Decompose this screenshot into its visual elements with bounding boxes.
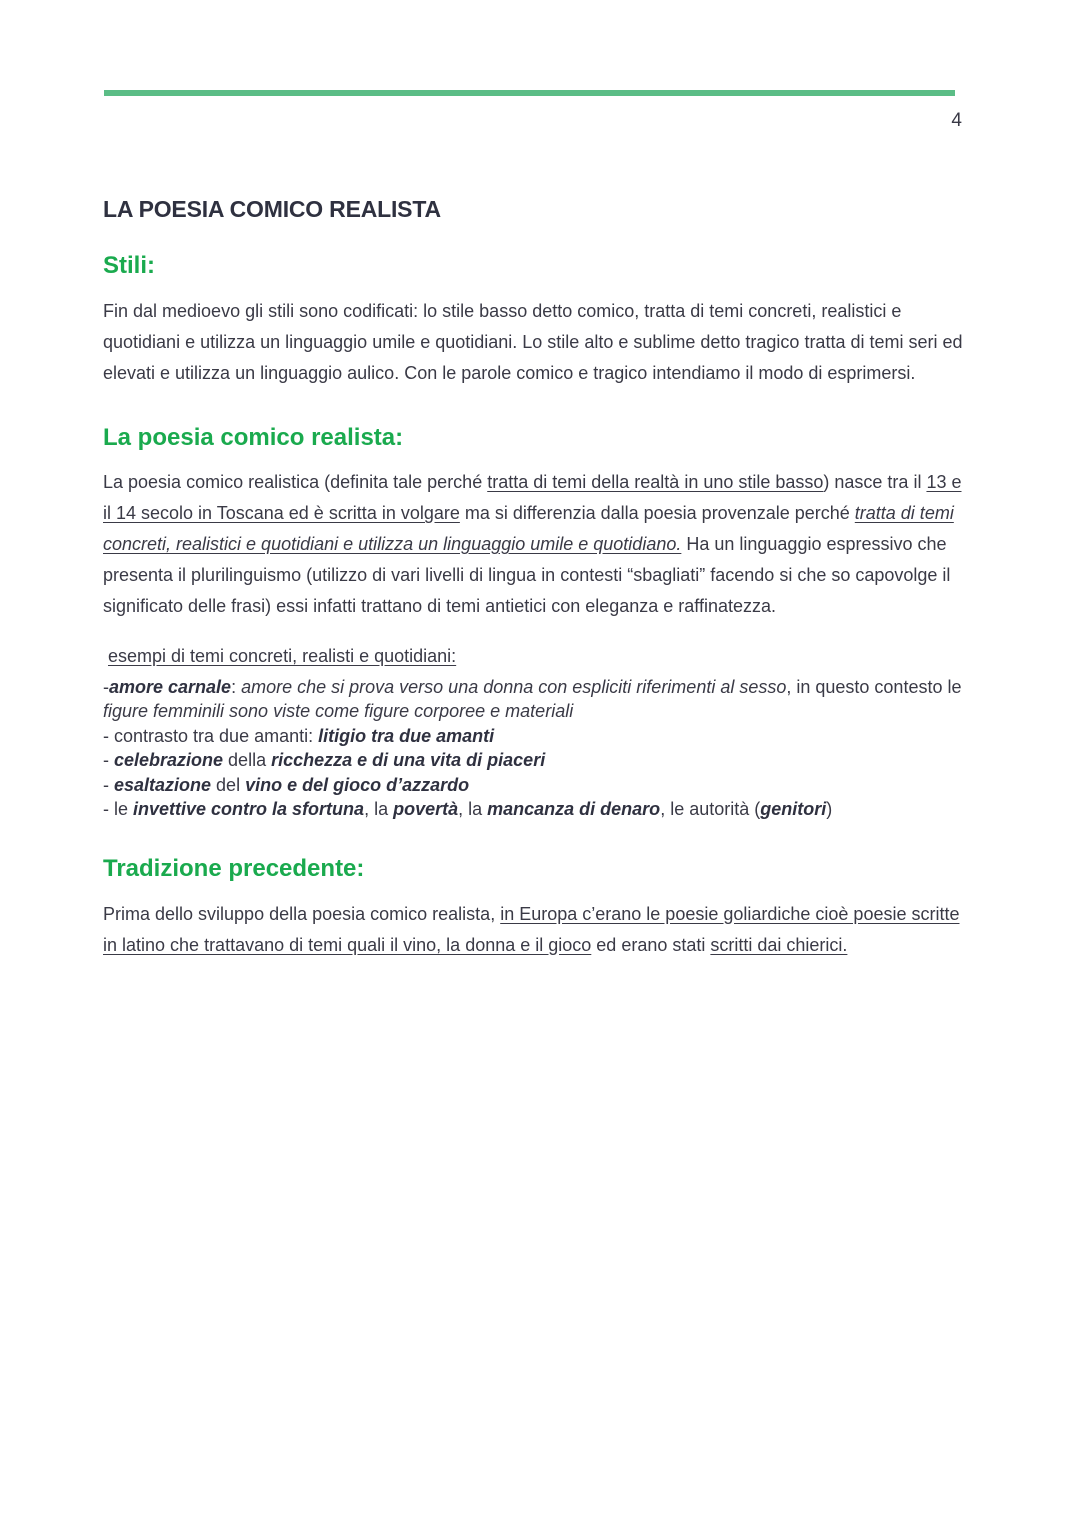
bold-italic-text: celebrazione: [114, 750, 224, 770]
underlined-italic-text: tratta di temi concreti, realistici e quotidiani e utilizza un linguaggio umile e quotidiano.: [103, 503, 954, 554]
underlined-text: in Europa c’erano le poesie goliardiche cioè poesie scritte in latino che trattavano di temi quali il vino, la donna e il gioco: [103, 903, 960, 955]
bold-italic-text: esaltazione: [114, 774, 212, 795]
text-run: , la: [364, 799, 394, 819]
text-run: ed erano stati: [591, 934, 711, 955]
text-run: -: [103, 774, 114, 795]
text-run: , in questo contesto le: [786, 676, 962, 697]
bold-italic-text: amore carnale: [109, 676, 232, 697]
list-item: [103, 797, 965, 822]
underlined-text: tratta di temi della realtà in uno stile basso: [487, 472, 824, 492]
list-item: [103, 748, 965, 773]
list-item: [103, 773, 965, 798]
text-run: ): [826, 799, 833, 819]
text-run: -: [103, 750, 114, 770]
section-heading-poesia: La poesia comico realista:: [103, 424, 404, 451]
document-title: LA POESIA COMICO REALISTA: [103, 196, 441, 222]
text-run: , la: [458, 799, 488, 819]
bold-italic-text: ricchezza e di una vita di piaceri: [271, 750, 546, 770]
paragraph-stili: Fin dal medioevo gli stili sono codificati: lo stile basso detto comico, tratta di temi concreti, realistici e quotidiani e utilizza un linguaggio umile e quotidiani. Lo stile alto e sublime detto tragico tratta di temi seri ed elevati e utilizza un linguaggio aulico. Con le parole comico e tragico intendiamo il modo di esprimersi.: [103, 301, 963, 383]
document-body: [103, 192, 965, 961]
page-number: 4: [951, 110, 962, 131]
section-heading-tradizione: Tradizione precedente:: [103, 854, 365, 882]
list-item: [103, 724, 965, 749]
examples-list: [103, 644, 965, 822]
paragraph-poesia: [103, 467, 965, 622]
bold-italic-text: genitori: [760, 799, 827, 819]
header-rule: [104, 90, 955, 96]
bold-italic-text: invettive contro la sfortuna: [133, 799, 365, 819]
text-run: Prima dello sviluppo della poesia comico realista,: [103, 903, 501, 924]
underlined-text: scritti dai chierici.: [710, 934, 848, 955]
text-run: :: [231, 676, 242, 697]
bold-italic-text: litigio tra due amanti: [318, 725, 495, 746]
bold-italic-text: vino e del gioco d’azzardo: [245, 774, 470, 795]
section-heading-stili: Stili:: [103, 252, 155, 279]
text-run: La poesia comico realistica (definita tale perché: [103, 472, 488, 492]
underlined-text: 13 e il 14 secolo in Toscana ed è scritta in volgare: [103, 472, 962, 523]
paragraph-tradizione: [103, 899, 965, 961]
text-run: ma si differenzia dalla poesia provenzale perché: [459, 503, 855, 523]
italic-text: figure femminili sono viste come figure corporee e materiali: [103, 701, 574, 721]
text-run: ) nasce tra il: [823, 472, 927, 492]
text-run: della: [223, 750, 272, 770]
list-item: [103, 675, 965, 724]
bold-italic-text: povertà: [393, 799, 459, 819]
bold-italic-text: mancanza di denaro: [487, 799, 661, 819]
text-run: del: [211, 774, 246, 795]
text-run: - contrasto tra due amanti:: [103, 725, 319, 746]
examples-heading: esempi di temi concreti, realisti e quotidiani:: [108, 646, 457, 666]
text-run: -: [103, 676, 109, 697]
text-run: - le: [103, 799, 134, 819]
text-run: Ha un linguaggio espressivo che presenta il plurilinguismo (utilizzo di vari livelli di lingua in contesti “sbagliati” facendo si che so capovolge il significato delle frasi) essi infatti trattano di temi antietici con eleganza e raffinatezza.: [103, 534, 951, 616]
text-run: , le autorità (: [660, 799, 761, 819]
italic-text: amore che si prova verso una donna con espliciti riferimenti al sesso: [241, 676, 787, 697]
